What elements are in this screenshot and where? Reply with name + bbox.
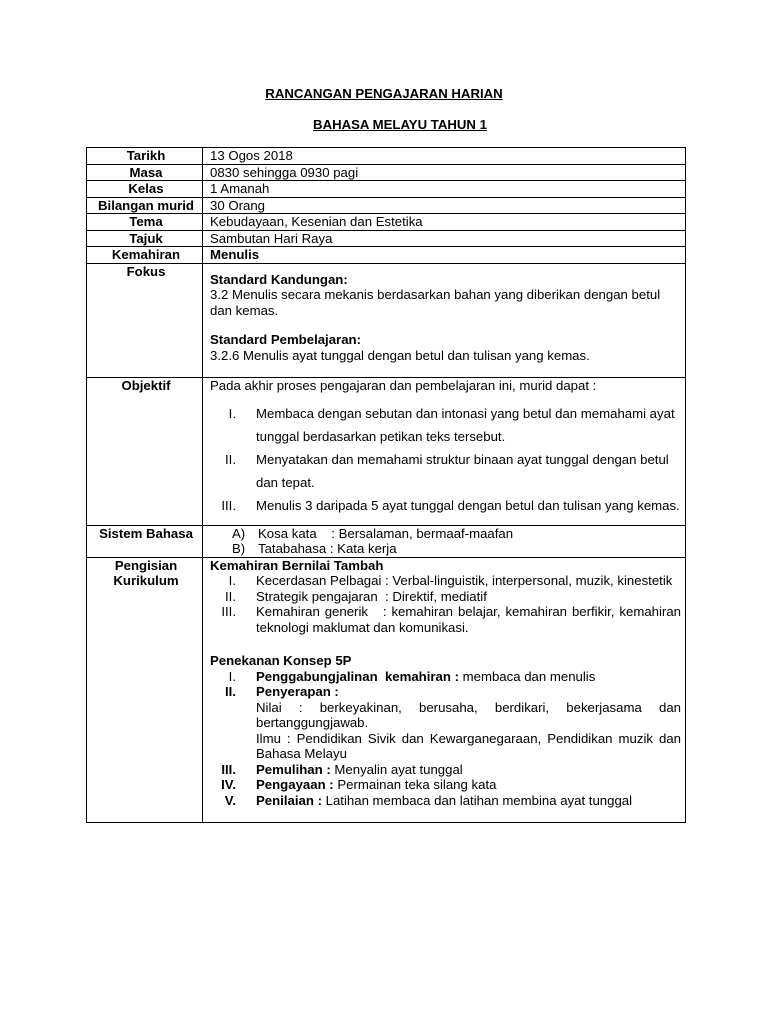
list-item: [210, 448, 681, 494]
list-text: Menyalin ayat tunggal: [330, 761, 463, 777]
list-item: [210, 604, 685, 635]
list-heading: Penyerapan :: [256, 684, 339, 699]
label-kemahiran: Kemahiran: [87, 247, 203, 264]
page-subtitle: BAHASA MELAYU TAHUN 1: [313, 117, 487, 132]
ilmu-text: Ilmu : Pendidikan Sivik dan Kewarganegaraan, Pendidikan muzik dan Bahasa Melayu: [256, 730, 681, 761]
label-tarikh: Tarikh: [87, 148, 203, 165]
row-objektif: [87, 378, 686, 526]
list-item: [210, 589, 681, 605]
kbt-heading: Kemahiran Bernilai Tambah: [210, 557, 384, 573]
list-number: I.: [228, 668, 236, 684]
objektif-list: [210, 402, 681, 517]
row-fokus: [87, 263, 686, 378]
list-text: Kemahiran generik : kemahiran belajar, kemahiran berfikir, kemahiran teknologi maklumat dan komunikasi.: [256, 604, 685, 635]
label-objektif: Objektif: [87, 378, 203, 526]
list-text: Membaca dengan sebutan dan intonasi yang betul dan memahami ayat tunggal berdasarkan petikan teks tersebut.: [256, 405, 675, 444]
value-fokus: [203, 263, 686, 378]
list-item: [210, 793, 681, 809]
list-item: [210, 762, 681, 778]
row-sistem-bahasa: [87, 525, 686, 557]
row-tajuk: [87, 230, 686, 247]
value-tarikh: 13 Ogos 2018: [203, 148, 686, 165]
value-objektif: [203, 378, 686, 526]
label-fokus: Fokus: [87, 263, 203, 378]
list-number: III.: [221, 761, 236, 777]
list-number: A): [232, 525, 246, 541]
value-kemahiran: Menulis: [203, 247, 686, 264]
value-bilangan-murid: 30 Orang: [203, 197, 686, 214]
label-kelas: Kelas: [87, 181, 203, 198]
list-heading: Pemulihan :: [256, 761, 331, 777]
list-text: Kecerdasan Pelbagai : Verbal-linguistik, interpersonal, muzik, kinestetik: [256, 573, 673, 588]
row-masa: [87, 164, 686, 181]
row-pengisian-kurikulum: [87, 557, 686, 823]
list-item: [210, 669, 681, 685]
row-tema: [87, 214, 686, 231]
list-number: I.: [228, 573, 236, 588]
row-tarikh: [87, 148, 686, 165]
list-number: II.: [225, 451, 236, 467]
list-number: II.: [225, 588, 236, 604]
label-bilangan-murid: Bilangan murid: [87, 197, 203, 214]
list-heading: Penggabungjalinan kemahiran :: [256, 668, 459, 684]
label-tajuk: Tajuk: [87, 230, 203, 247]
list-heading: Penilaian :: [256, 792, 322, 808]
value-kelas: 1 Amanah: [203, 181, 686, 198]
list-number: III.: [221, 497, 236, 513]
list-text: Latihan membaca dan latihan membina ayat tunggal: [321, 792, 633, 808]
list-text: Menulis 3 daripada 5 ayat tunggal dengan betul dan tulisan yang kemas.: [256, 497, 680, 513]
list-text: Kosa kata : Bersalaman, bermaaf-maafan: [258, 525, 514, 541]
label-sistem-bahasa: Sistem Bahasa: [87, 525, 203, 557]
list-text: Tatabahasa : Kata kerja: [258, 541, 397, 556]
list-text: Menyatakan dan memahami struktur binaan ayat tunggal dengan betul dan tepat.: [256, 451, 669, 490]
list-text: membaca dan menulis: [458, 668, 596, 684]
konsep-5p-heading: Penekanan Konsep 5P: [210, 653, 352, 668]
list-item: [210, 494, 681, 517]
sistem-bahasa-list: [210, 526, 681, 557]
list-number: V.: [224, 792, 236, 808]
konsep-5p-list: [210, 669, 681, 809]
label-tema: Tema: [87, 214, 203, 231]
list-number: II.: [225, 684, 236, 699]
row-kemahiran: [87, 247, 686, 264]
row-kelas: [87, 181, 686, 198]
standard-pembelajaran-heading: Standard Pembelajaran:: [210, 332, 361, 347]
standard-kandungan-heading: Standard Kandungan:: [210, 271, 348, 287]
kbt-list: [210, 573, 685, 635]
label-pengisian-kurikulum: Pengisian Kurikulum: [87, 557, 203, 823]
row-bilangan-murid: [87, 197, 686, 214]
standard-kandungan-text: 3.2 Menulis secara mekanis berdasarkan bahan yang diberikan dengan betul dan kemas.: [210, 287, 661, 318]
standard-pembelajaran-text: 3.2.6 Menulis ayat tunggal dengan betul dan tulisan yang kemas.: [210, 347, 590, 363]
list-text: Strategik pengajaran : Direktif, mediatif: [256, 588, 487, 604]
lesson-plan-table: [86, 147, 686, 823]
list-item: [210, 777, 681, 793]
value-masa: 0830 sehingga 0930 pagi: [203, 164, 686, 181]
list-heading: Pengayaan :: [256, 777, 334, 792]
list-number: IV.: [221, 777, 236, 792]
value-sistem-bahasa: [203, 525, 686, 557]
list-number: I.: [228, 405, 236, 421]
list-text: Permainan teka silang kata: [333, 777, 497, 792]
list-number: III.: [221, 604, 236, 619]
value-tajuk: Sambutan Hari Raya: [203, 230, 686, 247]
list-item: [210, 684, 681, 762]
list-item: [210, 526, 681, 542]
objektif-intro: Pada akhir proses pengajaran dan pembelajaran ini, murid dapat :: [210, 378, 597, 393]
label-masa: Masa: [87, 164, 203, 181]
value-tema: Kebudayaan, Kesenian dan Estetika: [203, 214, 686, 231]
list-item: [210, 573, 681, 589]
list-item: [210, 541, 681, 557]
list-item: [210, 402, 681, 448]
value-pengisian-kurikulum: [203, 557, 686, 823]
page-title: RANCANGAN PENGAJARAN HARIAN: [265, 86, 503, 101]
list-number: B): [232, 541, 246, 556]
nilai-text: Nilai : berkeyakinan, berusaha, berdikari, bekerjasama dan bertanggungjawab.: [256, 699, 681, 730]
